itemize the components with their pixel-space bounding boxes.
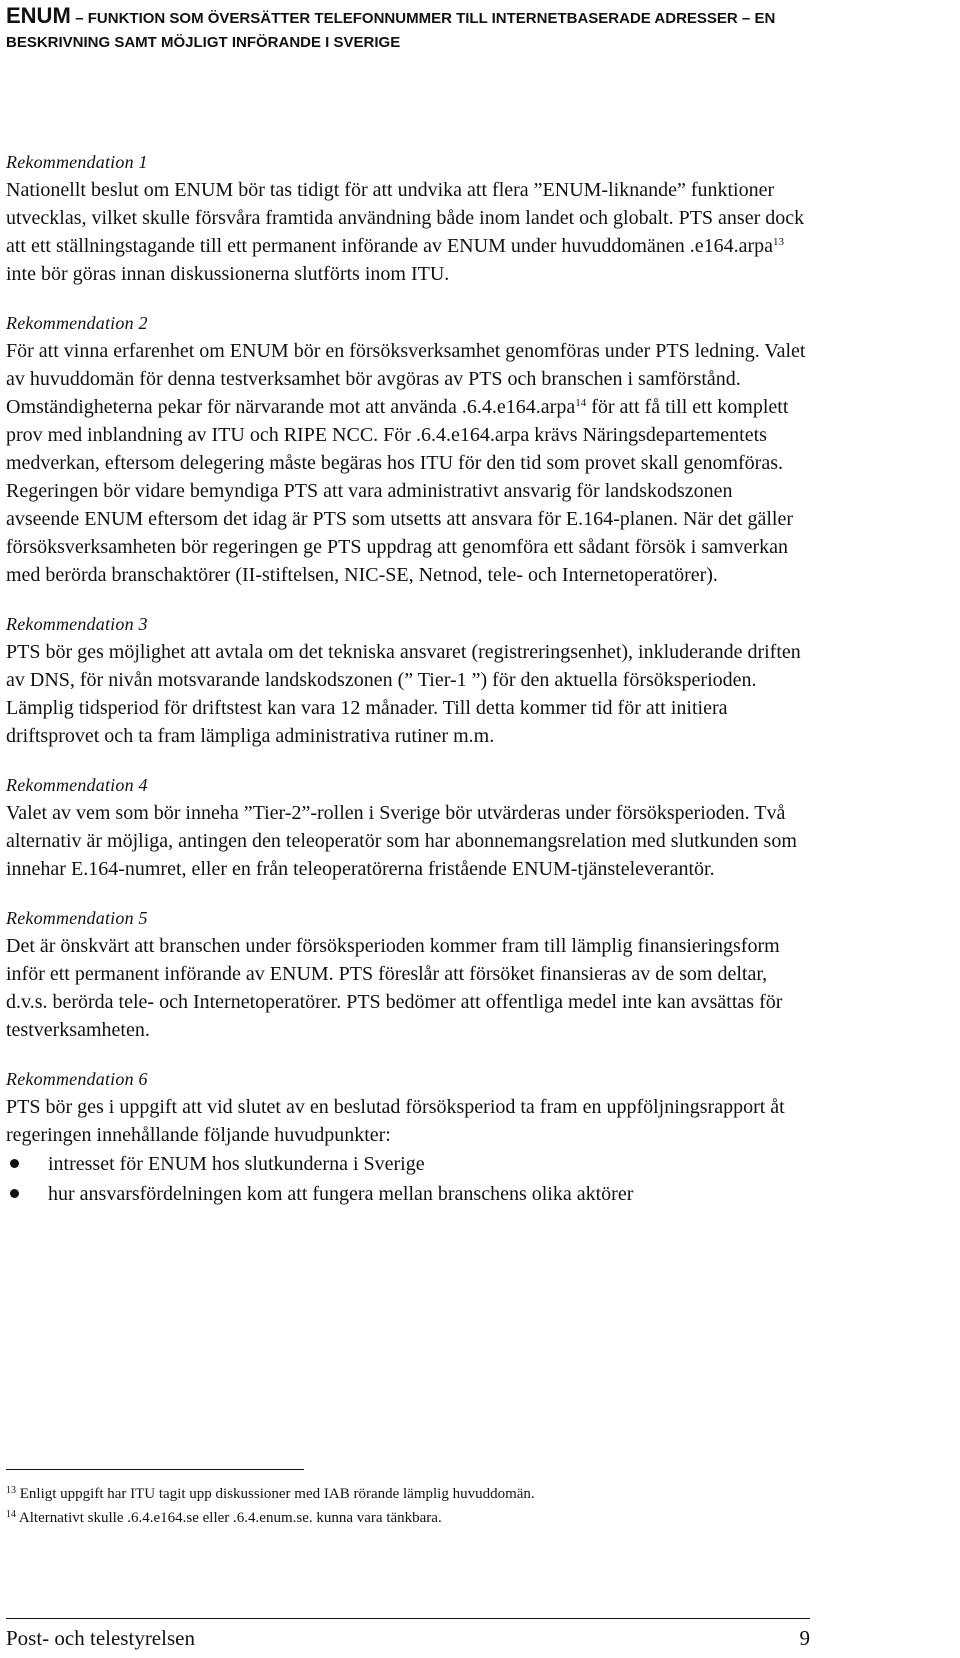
recommendation-text: Valet av vem som bör inneha ”Tier-2”-rollen i Sverige bör utvärderas under försöksperioden. Två alternativ är möjliga, antingen den teleoperatör som har abonnemangsrelation med slutkunden som innehar E.164-numret, eller en från teleoperatörerna fristående ENUM-tjänsteleverantör. [6, 802, 797, 880]
footer-separator [6, 1618, 810, 1619]
footnote-number: 13 [6, 1485, 16, 1496]
footnote-number: 14 [6, 1509, 16, 1520]
footnote-reference: 13 [773, 236, 784, 248]
footnote-14 [6, 1506, 906, 1530]
bullet-text: intresset för ENUM hos slutkunderna i Sverige [48, 1153, 425, 1175]
header-title-rest: – FUNKTION SOM ÖVERSÄTTER TELEFONNUMMER TILL INTERNETBASERADE ADRESSER – EN [75, 10, 776, 27]
footnote-text: Alternativt skulle .6.4.e164.se eller .6.4.enum.se. kunna vara tänkbara. [16, 1510, 442, 1526]
recommendation-heading: Rekommendation 2 [6, 313, 148, 333]
recommendation-text-part: För att vinna erfarenhet om ENUM bör en försöksverksamhet genomföras under PTS ledning. Valet av huvuddomän för denna testverksamhet bör avgöras av PTS och branschen i samförstånd. Omständigheterna pekar för närvarande mot att använda .6.4.e164.arpa [6, 340, 806, 418]
recommendation-4 [6, 771, 806, 883]
bullet-icon [10, 1189, 19, 1198]
page-header [6, 4, 956, 55]
recommendation-text: PTS bör ges i uppgift att vid slutet av en beslutad försöksperiod ta fram en uppföljningsrapport åt regeringen innehållande följande huvudpunkter: [6, 1096, 785, 1146]
footnotes [6, 1482, 906, 1530]
recommendation-3 [6, 610, 806, 750]
recommendation-6 [6, 1065, 806, 1209]
footnote-reference: 14 [575, 397, 587, 409]
recommendation-5 [6, 904, 806, 1044]
recommendation-heading: Rekommendation 1 [6, 152, 148, 172]
recommendation-text-part: för att få till ett komplett prov med inblandning av ITU och RIPE NCC. För .6.4.e164.arpa krävs Näringsdepartementets medverkan, eftersom delegering måste begäras hos ITU för den tid som provet skall genomföras. Regeringen bör vidare bemyndiga PTS att vara administrativt ansvarig för landskodszonen avseende ENUM eftersom det idag är PTS som utsetts att ansvara för E.164-planen. När det gäller försöksverksamheten bör regeringen ge PTS uppdrag att genomföra ett sådant försök i samverkan med berörda branschaktörer (II-stiftelsen, NIC-SE, Netnod, tele- och Internetoperatörer). [6, 396, 793, 586]
recommendation-text: PTS bör ges möjlighet att avtala om det tekniska ansvaret (registreringsenhet), inkluderande driften av DNS, för nivån motsvarande landskodszonen (” Tier-1 ”) för den aktuella försöksperioden. Lämplig tidsperiod för driftstest kan vara 12 månader. Till detta kommer tid för att initiera driftsprovet och ta fram lämpliga administrativa rutiner m.m. [6, 641, 801, 747]
footnote-13 [6, 1482, 906, 1506]
recommendation-2 [6, 309, 806, 589]
page-footer [6, 1624, 810, 1652]
header-title-line2: BESKRIVNING SAMT MÖJLIGT INFÖRANDE I SVERIGE [6, 34, 401, 51]
bullet-item [6, 1179, 806, 1209]
recommendation-text: Det är önskvärt att branschen under försöksperioden kommer fram till lämplig finansieringsform inför ett permanent införande av ENUM. PTS föreslår att försöket finansieras av de som deltar, d.v.s. berörda tele- och Internetoperatörer. PTS bedömer att offentliga medel inte kan avsättas för testverksamheten. [6, 935, 783, 1041]
recommendation-heading: Rekommendation 4 [6, 775, 148, 795]
publisher-name: Post- och telestyrelsen [6, 1626, 195, 1650]
recommendation-text-part: inte bör göras innan diskussionerna slutförts inom ITU. [6, 263, 450, 285]
recommendation-text [6, 176, 806, 288]
recommendation-heading: Rekommendation 6 [6, 1069, 148, 1089]
recommendation-heading: Rekommendation 5 [6, 908, 148, 928]
footnote-text: Enligt uppgift har ITU tagit upp diskussioner med IAB rörande lämplig huvuddomän. [16, 1486, 535, 1502]
recommendation-text-part: Nationellt beslut om ENUM bör tas tidigt för att undvika att flera ”ENUM-liknande” funktioner utvecklas, vilket skulle försvåra framtida användning både inom landet och globalt. PTS anser dock att ett ställningstagande till ett permanent införande av ENUM under huvuddomänen .e164.arpa [6, 179, 805, 257]
bullet-text: hur ansvarsfördelningen kom att fungera mellan branschens olika aktörer [48, 1183, 634, 1205]
bullet-item [6, 1149, 806, 1179]
document-body [6, 148, 806, 1230]
bullet-list [6, 1149, 806, 1209]
page-number: 9 [799, 1626, 810, 1650]
footnote-separator [6, 1469, 304, 1470]
recommendation-text [6, 337, 806, 589]
recommendation-heading: Rekommendation 3 [6, 614, 148, 634]
bullet-icon [10, 1159, 19, 1168]
recommendation-1 [6, 148, 806, 288]
header-title-main: ENUM [6, 3, 71, 28]
